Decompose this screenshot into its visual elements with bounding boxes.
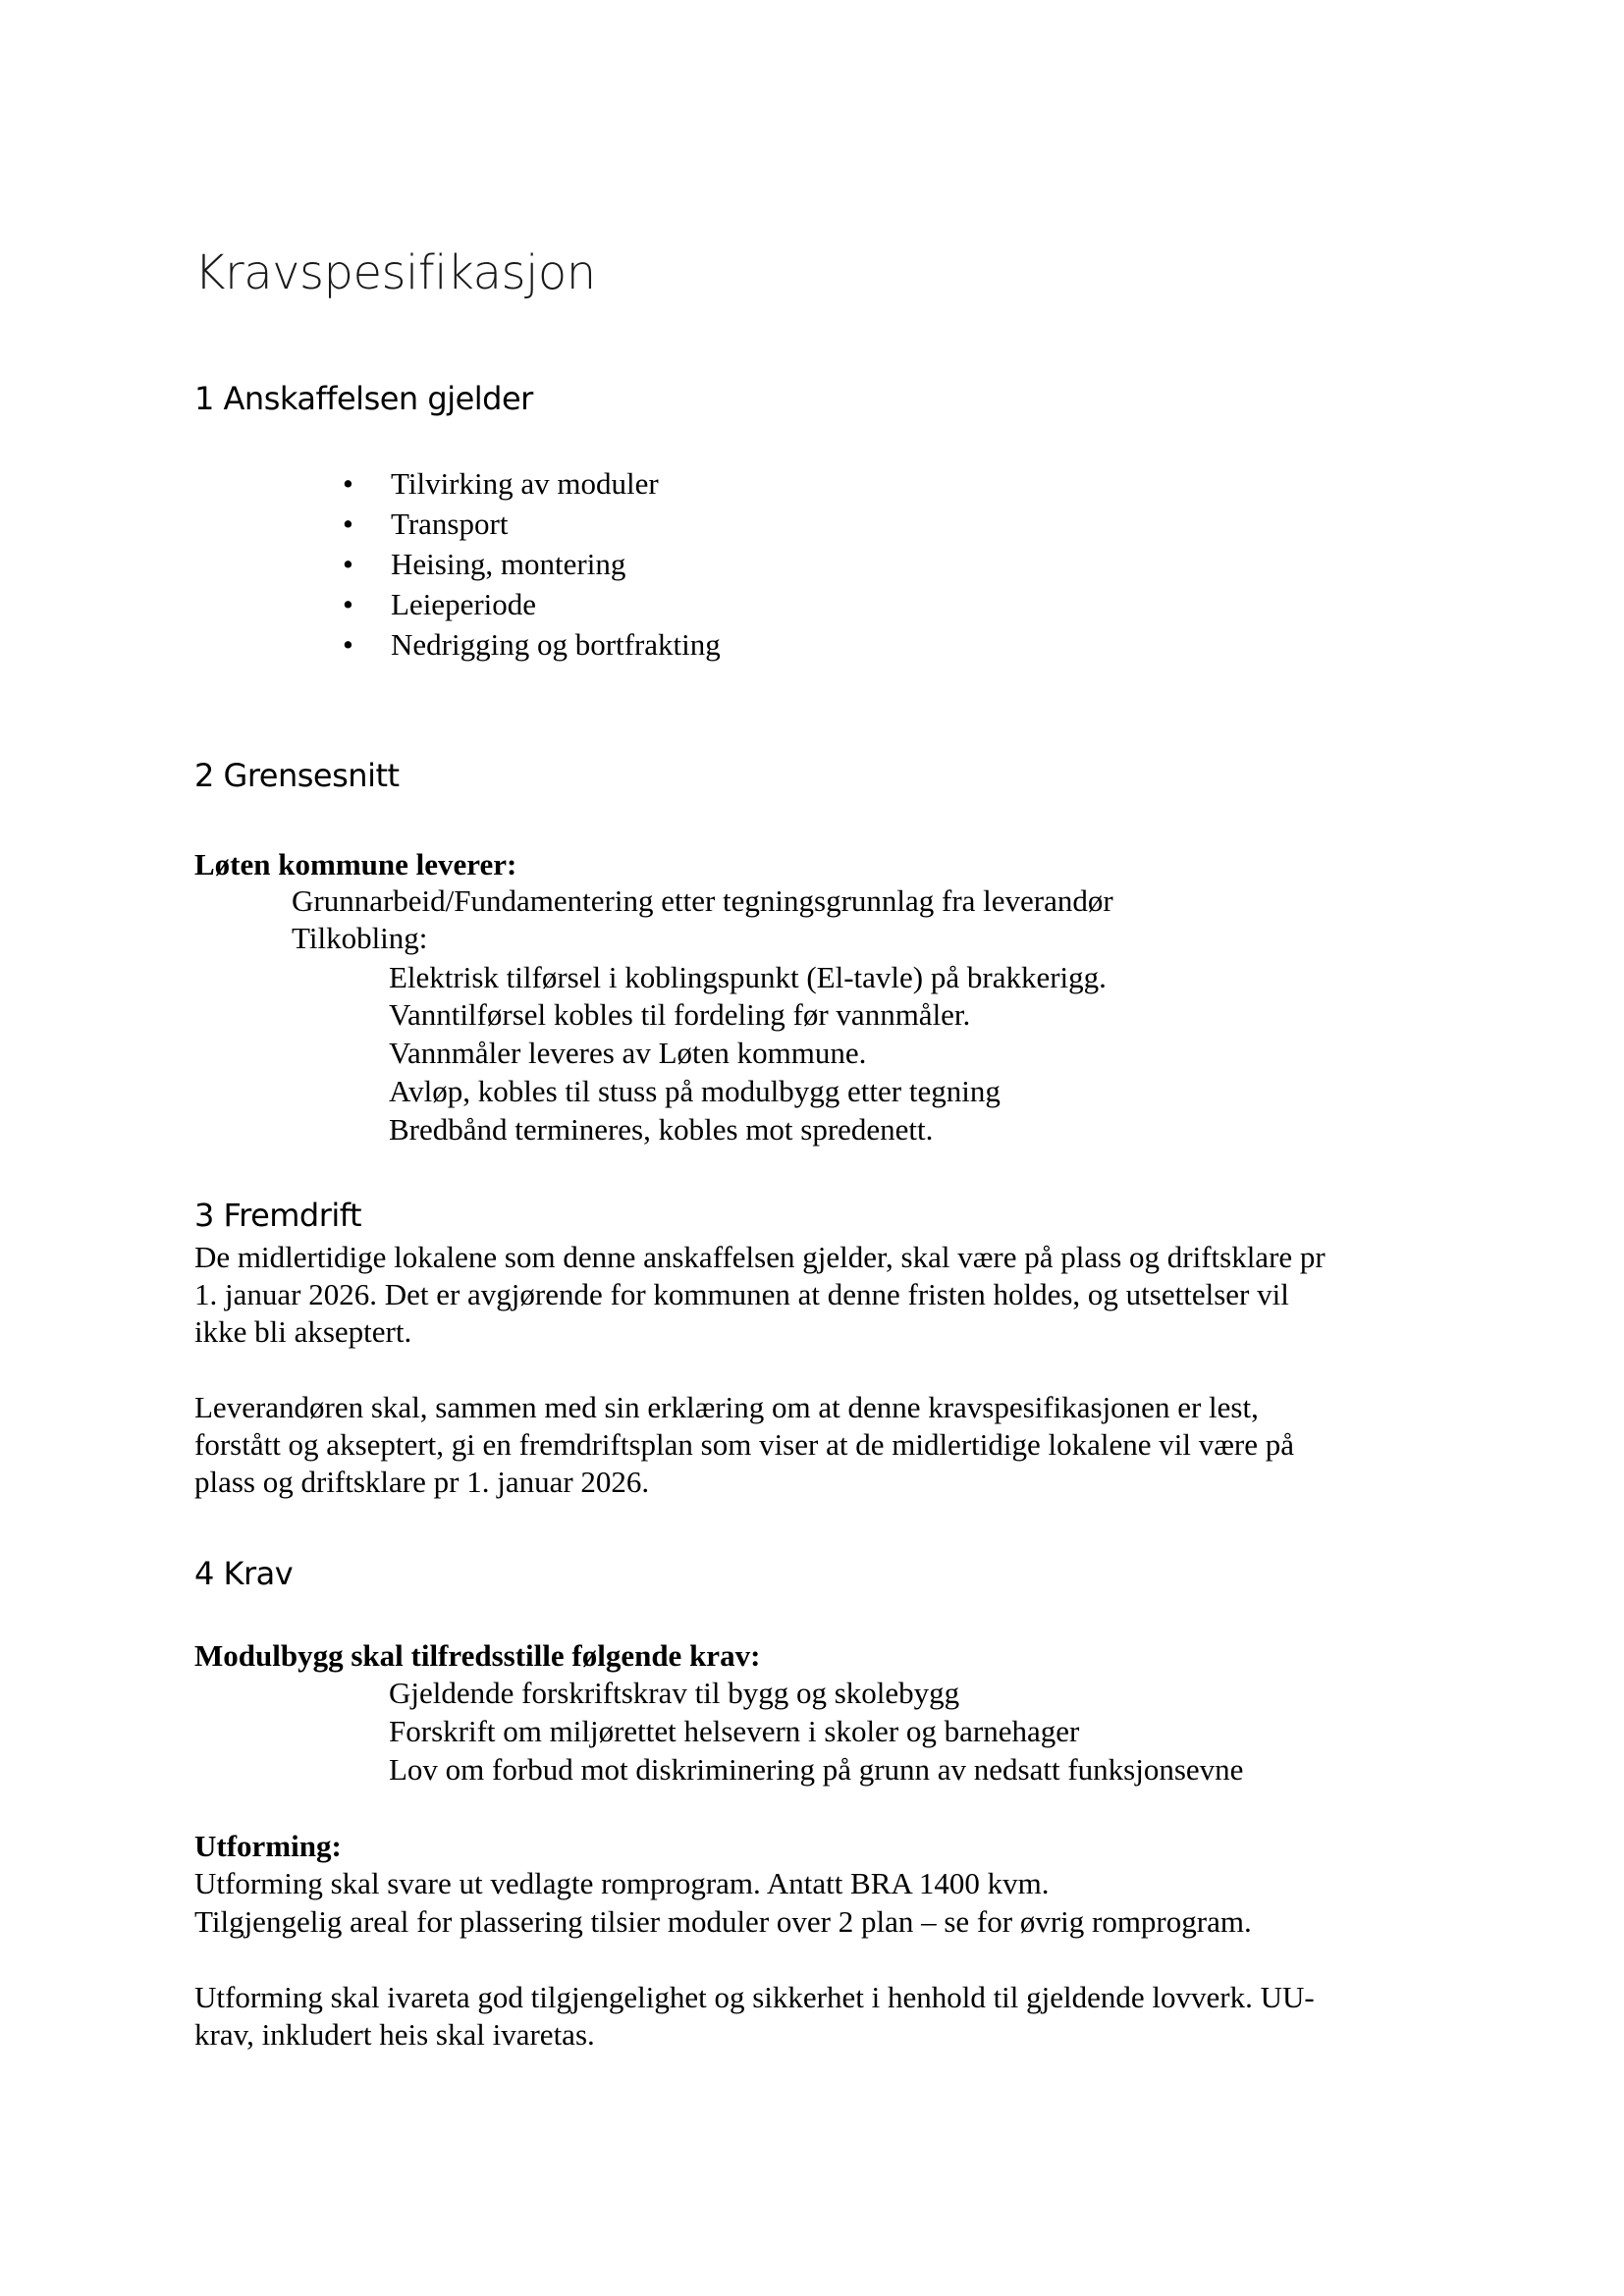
list-item: • Transport (343, 507, 509, 541)
utforming-heading: Utforming: (194, 1829, 342, 1863)
section-1-heading: 1 Anskaffelsen gjelder (194, 380, 533, 417)
section-2-subline: Vanntilførsel kobles til fordeling før vannmåler. (389, 997, 971, 1032)
list-item: • Heising, montering (343, 547, 626, 581)
section-4-subline: Gjeldende forskriftskrav til bygg og skolebygg (389, 1676, 960, 1710)
section-2-line: Grunnarbeid/Fundamentering etter tegningsgrunnlag fra leverandør (292, 883, 1113, 918)
section-3-paragraph-2: Leverandøren skal, sammen med sin erklæring om at denne kravspesifikasjonen er lest, forstått og akseptert, gi en fremdriftsplan som viser at de midlertidige lokalene vil være på plass og driftsklare pr 1. januar 2026. (194, 1390, 1294, 1499)
list-item: • Tilvirking av moduler (343, 466, 659, 501)
section-3-heading: 3 Fremdrift (194, 1197, 362, 1234)
bullet-icon: • (343, 466, 353, 501)
utforming-final-paragraph: Utforming skal ivareta god tilgjengelighet og sikkerhet i henhold til gjeldende lovverk. UU- krav, inkludert heis skal ivaretas. (194, 1980, 1315, 2052)
utforming-line: Tilgjengelig areal for plassering tilsier moduler over 2 plan – se for øvrig romprogram. (194, 1904, 1252, 1939)
document-title: Kravspesifikasjon (194, 245, 596, 300)
section-1-list (334, 465, 721, 667)
section-2-subline: Avløp, kobles til stuss på modulbygg etter tegning (389, 1074, 1001, 1108)
list-item: • Nedrigging og bortfrakting (343, 627, 721, 662)
bullet-icon: • (343, 587, 353, 621)
list-item: • Leieperiode (343, 587, 537, 621)
section-2-subline: Vannmåler leveres av Løten kommune. (389, 1036, 867, 1070)
bullet-icon: • (343, 507, 353, 541)
section-2-subline: Elektrisk tilførsel i koblingspunkt (El-tavle) på brakkerigg. (389, 960, 1107, 994)
section-2-heading: 2 Grensesnitt (194, 757, 400, 794)
section-2-line: Tilkobling: (292, 921, 428, 955)
section-4-lead: Modulbygg skal tilfredsstille følgende krav: (194, 1638, 761, 1673)
bullet-icon: • (343, 627, 353, 662)
section-2-lead: Løten kommune leverer: (194, 847, 517, 881)
bullet-icon: • (343, 547, 353, 581)
utforming-line: Utforming skal svare ut vedlagte romprogram. Antatt BRA 1400 kvm. (194, 1866, 1050, 1900)
section-4-heading: 4 Krav (194, 1555, 294, 1592)
section-4-subline: Lov om forbud mot diskriminering på grunn av nedsatt funksjonsevne (389, 1752, 1244, 1787)
section-4-subline: Forskrift om miljørettet helsevern i skoler og barnehager (389, 1714, 1080, 1748)
section-2-subline: Bredbånd termineres, kobles mot spredenett. (389, 1112, 934, 1147)
section-3-paragraph-1: De midlertidige lokalene som denne anskaffelsen gjelder, skal være på plass og driftsklare pr 1. januar 2026. Det er avgjørende for kommunen at denne fristen holdes, og utsettelser vil ikke bli akseptert. (194, 1240, 1326, 1349)
